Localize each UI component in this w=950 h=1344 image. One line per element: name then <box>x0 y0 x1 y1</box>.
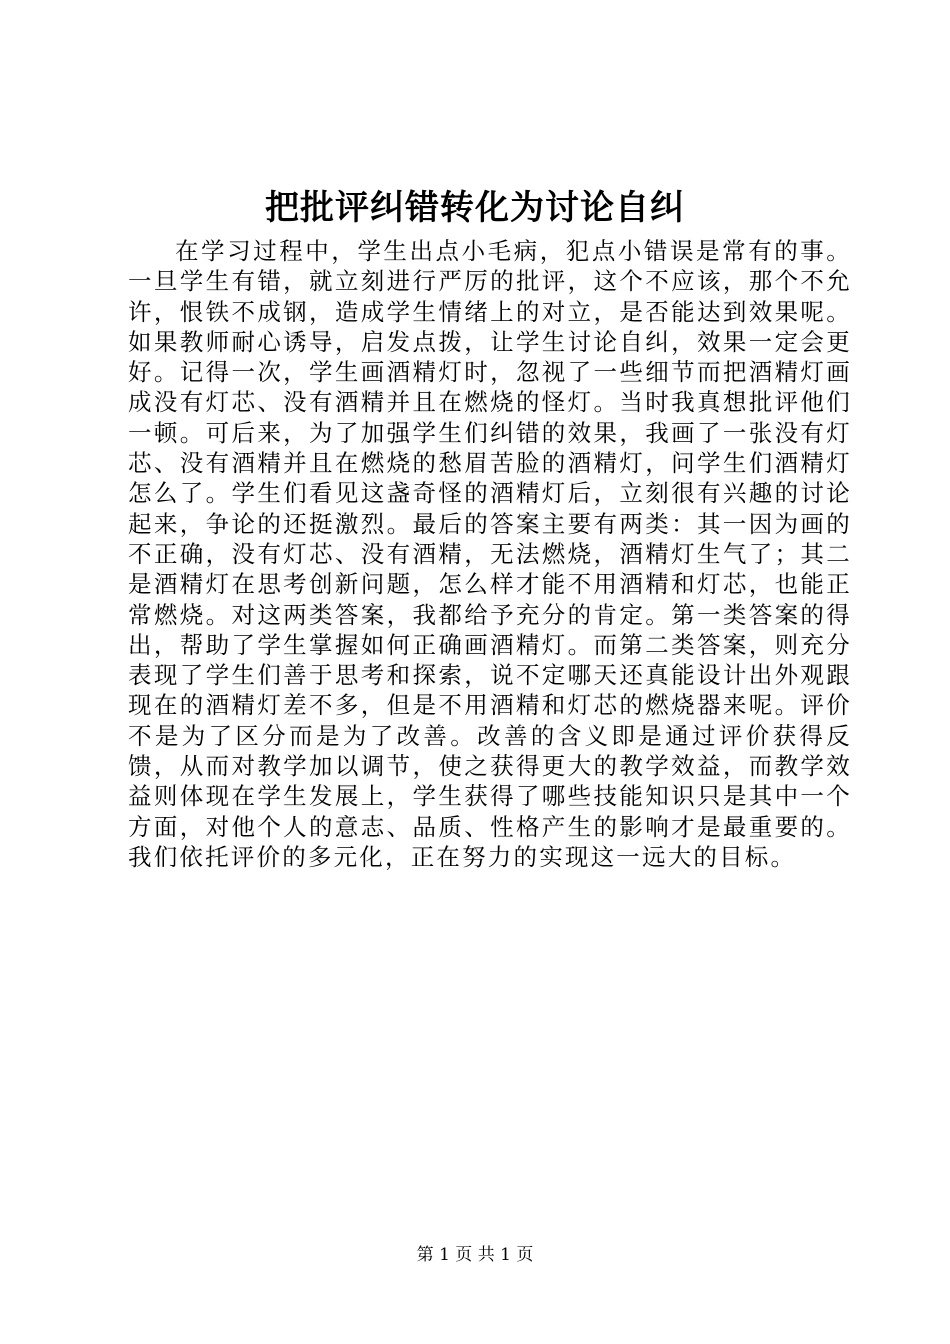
document-title: 把批评纠错转化为讨论自纠 <box>265 188 685 228</box>
document-body-paragraph: 在学习过程中，学生出点小毛病，犯点小错误是常有的事。一旦学生有错，就立刻进行严厉的批评，这个不应该，那个不允许，恨铁不成钢，造成学生情绪上的对立，是否能达到效果呢。如果教师耐心诱导，启发点拨，让学生讨论自纠，效果一定会更好。记得一次，学生画酒精灯时，忽视了一些细节而把酒精灯画成没有灯芯、没有酒精并且在燃烧的怪灯。当时我真想批评他们一顿。可后来，为了加强学生们纠错的效果，我画了一张没有灯芯、没有酒精并且在燃烧的愁眉苦脸的酒精灯，问学生们酒精灯怎么了。学生们看见这盏奇怪的酒精灯后，立刻很有兴趣的讨论起来，争论的还挺激烈。最后的答案主要有两类：其一因为画的不正确，没有灯芯、没有酒精，无法燃烧，酒精灯生气了；其二是酒精灯在思考创新问题，怎么样才能不用酒精和灯芯，也能正常燃烧。对这两类答案，我都给予充分的肯定。第一类答案的得出，帮助了学生掌握如何正确画酒精灯。而第二类答案，则充分表现了学生们善于思考和探索，说不定哪天还真能设计出外观跟现在的酒精灯差不多，但是不用酒精和灯芯的燃烧器来呢。评价不是为了区分而是为了改善。改善的含义即是通过评价获得反馈，从而对教学加以调节，使之获得更大的教学效益，而教学效益则体现在学生发展上，学生获得了哪些技能知识只是其中一个方面，对他个人的意志、品质、性格产生的影响才是最重要的。我们依托评价的多元化，正在努力的实现这一远大的目标。 <box>128 237 852 871</box>
page-number-footer: 第 1 页 共 1 页 <box>416 1245 534 1265</box>
